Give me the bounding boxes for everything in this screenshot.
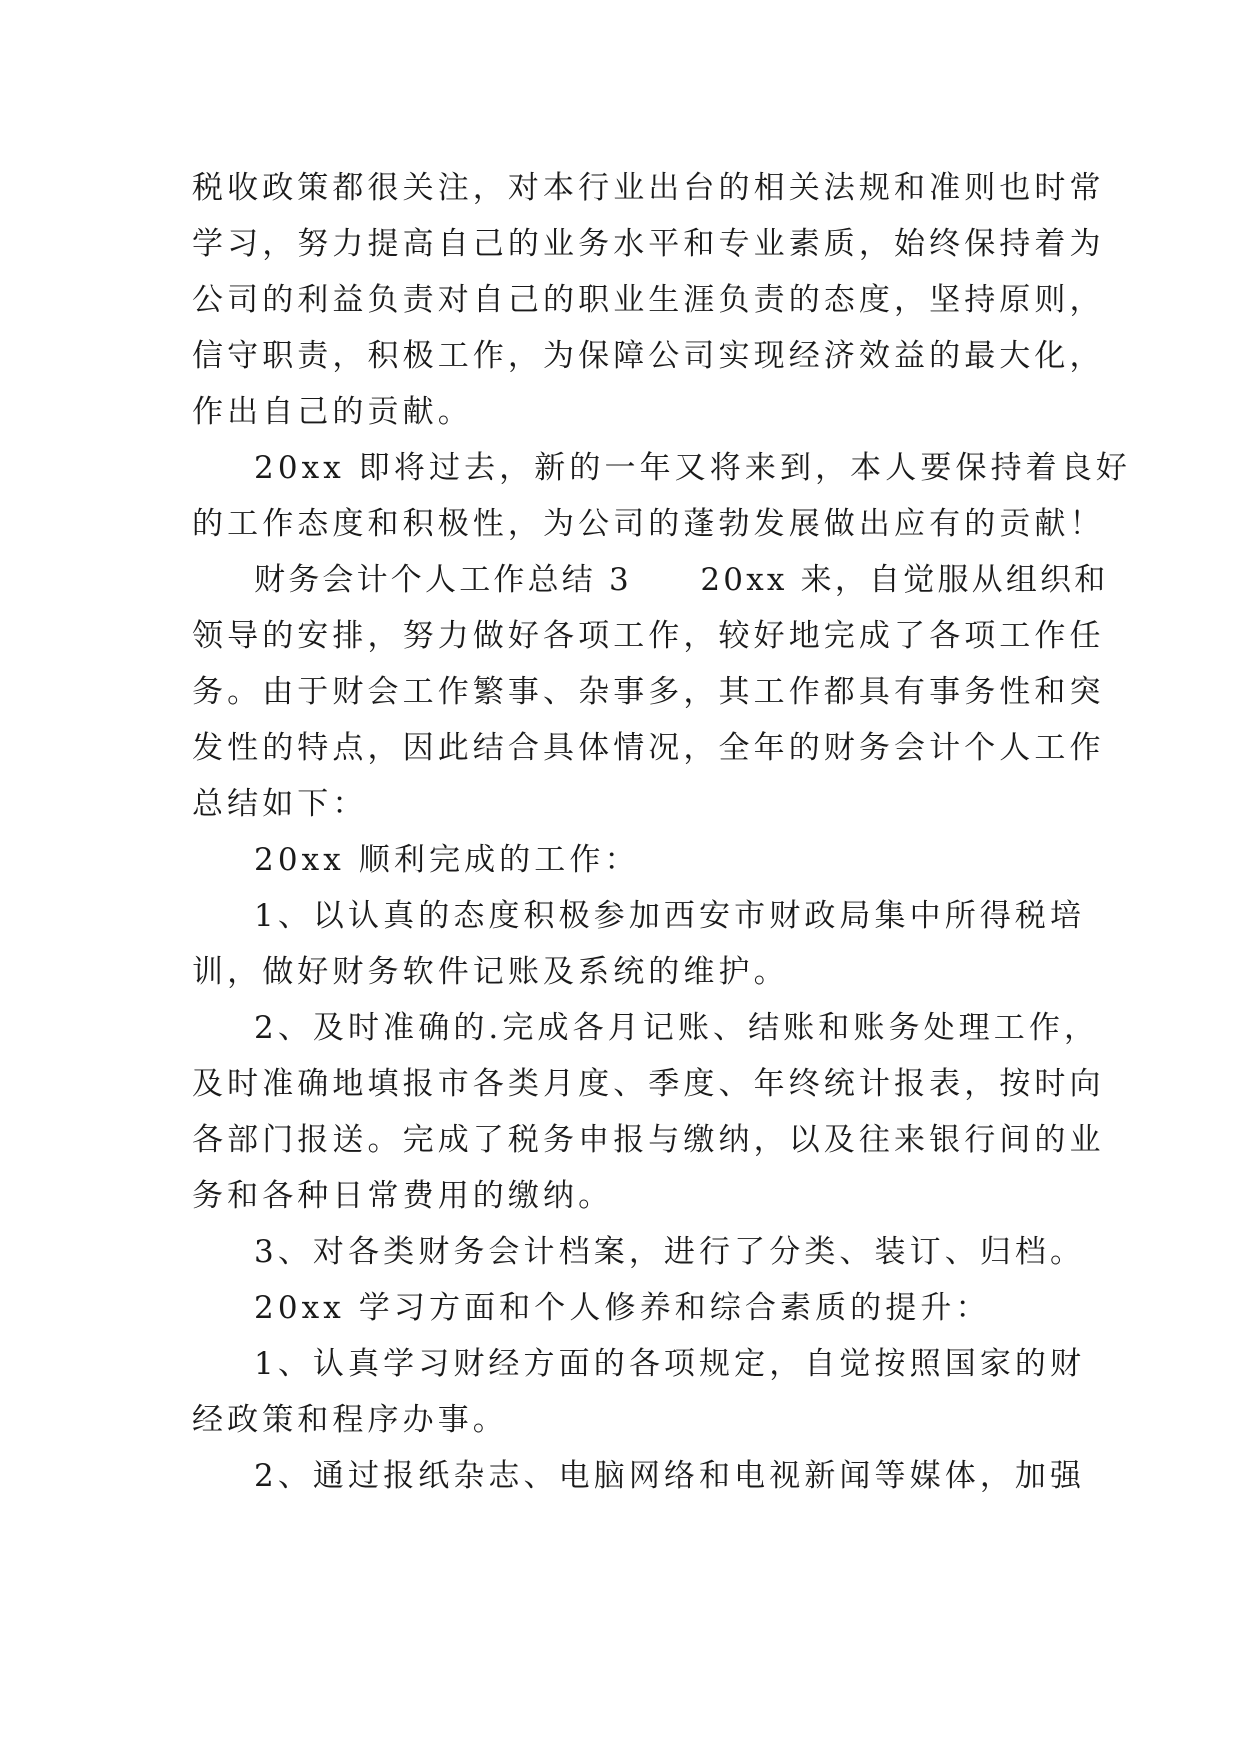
section-heading-line: 财务会计个人工作总结 3 20xx 来，自觉服从组织和 bbox=[254, 562, 1109, 598]
paragraph-start-line: 20xx 即将过去，新的一年又将来到，本人要保持着良好 bbox=[254, 450, 1131, 486]
list-item-line: 2、及时准确的.完成各月记账、结账和账务处理工作， bbox=[254, 1010, 1100, 1046]
list-item-line: 3、对各类财务会计档案，进行了分类、装订、归档。 bbox=[254, 1234, 1086, 1270]
text-line: 务和各种日常费用的缴纳。 bbox=[192, 1178, 614, 1214]
text-line: 务。由于财会工作繁事、杂事多，其工作都具有事务性和突 bbox=[192, 674, 1105, 710]
text-line: 领导的安排，努力做好各项工作，较好地完成了各项工作任 bbox=[192, 618, 1105, 654]
text-line: 经政策和程序办事。 bbox=[192, 1402, 508, 1438]
text-line: 学习，努力提高自己的业务水平和专业素质，始终保持着为 bbox=[192, 226, 1105, 262]
text-line: 公司的利益负责对自己的职业生涯负责的态度，坚持原则， bbox=[192, 282, 1105, 318]
list-item-line: 1、认真学习财经方面的各项规定，自觉按照国家的财 bbox=[254, 1346, 1086, 1382]
list-item-line: 1、以认真的态度积极参加西安市财政局集中所得税培 bbox=[254, 898, 1086, 934]
text-line: 各部门报送。完成了税务申报与缴纳，以及往来银行间的业 bbox=[192, 1122, 1105, 1158]
text-line: 信守职责，积极工作，为保障公司实现经济效益的最大化， bbox=[192, 338, 1105, 374]
text-line: 发性的特点，因此结合具体情况，全年的财务会计个人工作 bbox=[192, 730, 1105, 766]
list-item-line: 2、通过报纸杂志、电脑网络和电视新闻等媒体，加强 bbox=[254, 1458, 1086, 1494]
subheading-line: 20xx 学习方面和个人修养和综合素质的提升： bbox=[254, 1290, 991, 1326]
subheading-line: 20xx 顺利完成的工作： bbox=[254, 842, 640, 878]
text-line: 作出自己的贡献。 bbox=[192, 394, 473, 430]
text-line: 及时准确地填报市各类月度、季度、年终统计报表，按时向 bbox=[192, 1066, 1105, 1102]
text-line: 的工作态度和积极性，为公司的蓬勃发展做出应有的贡献！ bbox=[192, 506, 1105, 542]
text-line: 训，做好财务软件记账及系统的维护。 bbox=[192, 954, 789, 990]
text-line: 税收政策都很关注，对本行业出台的相关法规和准则也时常 bbox=[192, 170, 1105, 206]
text-line: 总结如下： bbox=[192, 786, 368, 822]
